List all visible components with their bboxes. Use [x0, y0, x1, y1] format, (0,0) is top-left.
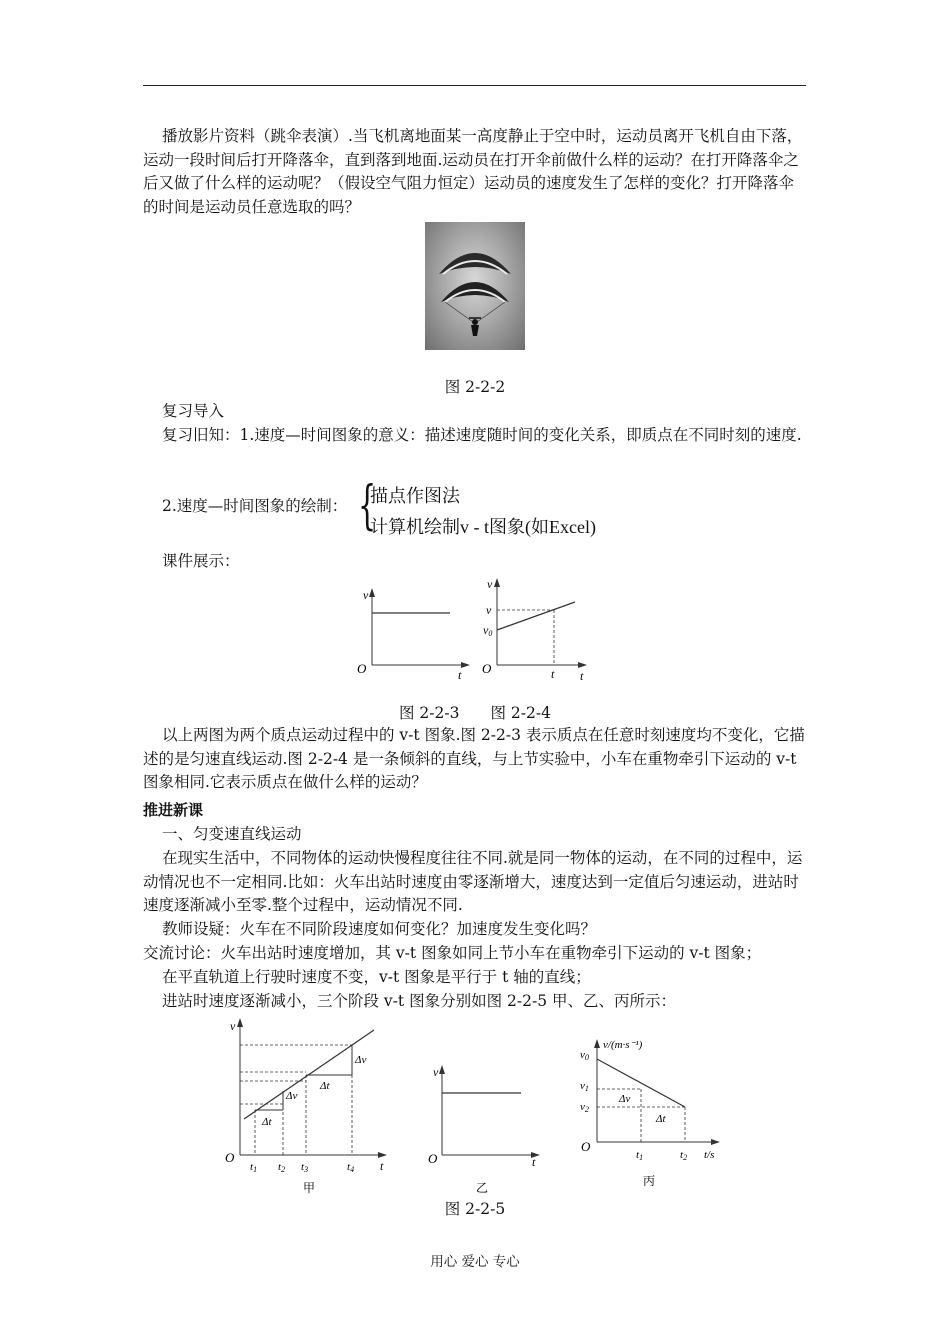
- figure-2-2-4: [480, 570, 595, 685]
- intro-paragraph: 播放影片资料（跳伞表演）.当飞机离地面某一高度静止于空中时，运动员离开飞机自由下落，运动一段时间后打开降落伞，直到落到地面.运动员在打开伞前做什么样的运动？在打开降落伞之后又做了什么样的运动呢？（假设空气阻力恒定）运动员的速度发生了怎样的变化？打开降落伞的时间是运动员任意选取的吗？: [143, 127, 803, 216]
- v-axis-label: v: [433, 1065, 439, 1079]
- t-axis-label: t: [380, 1159, 384, 1173]
- origin-label: O: [581, 1139, 591, 1154]
- delta-v-label: Δv: [619, 1093, 631, 1105]
- yi-label: 乙: [476, 1181, 489, 1195]
- courseware-label: 课件展示：: [162, 552, 240, 570]
- new-lesson-heading: 推进新课: [143, 801, 204, 819]
- origin-label: O: [225, 1150, 235, 1165]
- v0-label: v0: [483, 623, 493, 638]
- figure-caption-2-2-3-4: 图 2-2-3 图 2-2-4: [399, 704, 551, 722]
- discussion-text: 交流讨论：火车出站时速度增加，其 v-t 图象如同上节小车在重物牵引下运动的 v-t 图象；: [143, 944, 762, 962]
- jia-label: 甲: [303, 1181, 316, 1195]
- delta-v-label: Δv: [286, 1090, 298, 1102]
- v0-label: v0: [580, 1049, 589, 1062]
- review-point-2-label: 2.速度—时间图象的绘制：: [162, 497, 348, 515]
- t-axis-label: t: [458, 668, 462, 682]
- t-axis-label: t/s: [704, 1149, 715, 1161]
- t1-label: t1: [250, 1161, 258, 1174]
- vt-explanation: 以上两图为两个质点运动过程中的 v-t 图象.图 2-2-3 表示质点在任意时刻速度均不变化，它描述的是匀速直线运动.图 2-2-4 是一条倾斜的直线，与上节实验中，小车在重物牵引下运动的 v-t 图象相同.它表示质点在做什么样的运动？: [143, 726, 805, 791]
- section-heading: 一、匀变速直线运动: [162, 825, 302, 843]
- bing-label: 丙: [643, 1174, 656, 1188]
- delta-t-label: Δt: [262, 1116, 272, 1128]
- figure-bing: [573, 1030, 733, 1195]
- page-footer: 用心 爱心 专心: [430, 1254, 520, 1270]
- method-computer: 计算机绘制v - t图象(如Excel): [370, 517, 596, 537]
- t-axis-label: t: [532, 1155, 536, 1169]
- method-plot-points: 描点作图法: [370, 486, 460, 506]
- v2-label: v2: [580, 1101, 589, 1114]
- flat-track-text: 在平直轨道上行驶时速度不变，v-t 图象是平行于 t 轴的直线；: [162, 968, 591, 986]
- v-tick-label: v: [486, 603, 492, 617]
- v1-label: v1: [580, 1080, 589, 1093]
- v-axis-label: v: [363, 588, 369, 602]
- review-point-1: 复习旧知：1.速度—时间图象的意义：描述速度随时间的变化关系，即质点在不同时刻的速度.: [162, 426, 802, 444]
- review-title: 复习导入: [162, 402, 225, 420]
- brace-symbol: {: [358, 476, 377, 536]
- header-rule: [143, 85, 806, 86]
- t-tick-label: t: [551, 667, 555, 681]
- origin-label: O: [428, 1151, 438, 1166]
- t3-label: t3: [301, 1161, 309, 1174]
- t2-label: t2: [680, 1149, 688, 1162]
- delta-t-label: Δt: [656, 1113, 666, 1125]
- t2-label: t2: [278, 1161, 286, 1174]
- v-unit-label: v/(m·s⁻¹): [603, 1039, 643, 1051]
- figure-jia: [222, 1015, 397, 1195]
- deceleration-text: 进站时速度逐渐减小，三个阶段 v-t 图象分别如图 2-2-5 甲、乙、丙所示：: [162, 992, 676, 1010]
- t-axis-label: t: [580, 669, 584, 683]
- v-axis-label: v: [487, 577, 493, 591]
- origin-label: O: [482, 661, 492, 676]
- figure-2-2-3: [355, 585, 475, 685]
- figure-caption-2-2-2: 图 2-2-2: [444, 378, 506, 396]
- skydiver-photo: [425, 222, 525, 350]
- rising-velocity-line: [497, 602, 575, 630]
- parachute-icon: [425, 222, 525, 350]
- delta-t-label: Δt: [320, 1080, 330, 1092]
- t1-label: t1: [636, 1149, 644, 1162]
- figure-caption-2-2-5: 图 2-2-5: [444, 1200, 506, 1218]
- figure-yi: [425, 1060, 550, 1195]
- t4-label: t4: [347, 1161, 355, 1174]
- v-axis-label: v: [230, 1019, 236, 1033]
- origin-label: O: [357, 661, 367, 676]
- teacher-question: 教师设疑：火车在不同阶段速度如何变化？加速度发生变化吗？: [162, 920, 597, 938]
- life-paragraph: 在现实生活中，不同物体的运动快慢程度往往不同.就是同一物体的运动，在不同的过程中，运动情况也不一定相同.比如：火车出站时速度由零逐渐增大，速度达到一定值后匀速运动，进站时速度逐渐减小至零.整个过程中，运动情况不同.: [143, 849, 803, 914]
- delta-v-label: Δv: [355, 1054, 367, 1066]
